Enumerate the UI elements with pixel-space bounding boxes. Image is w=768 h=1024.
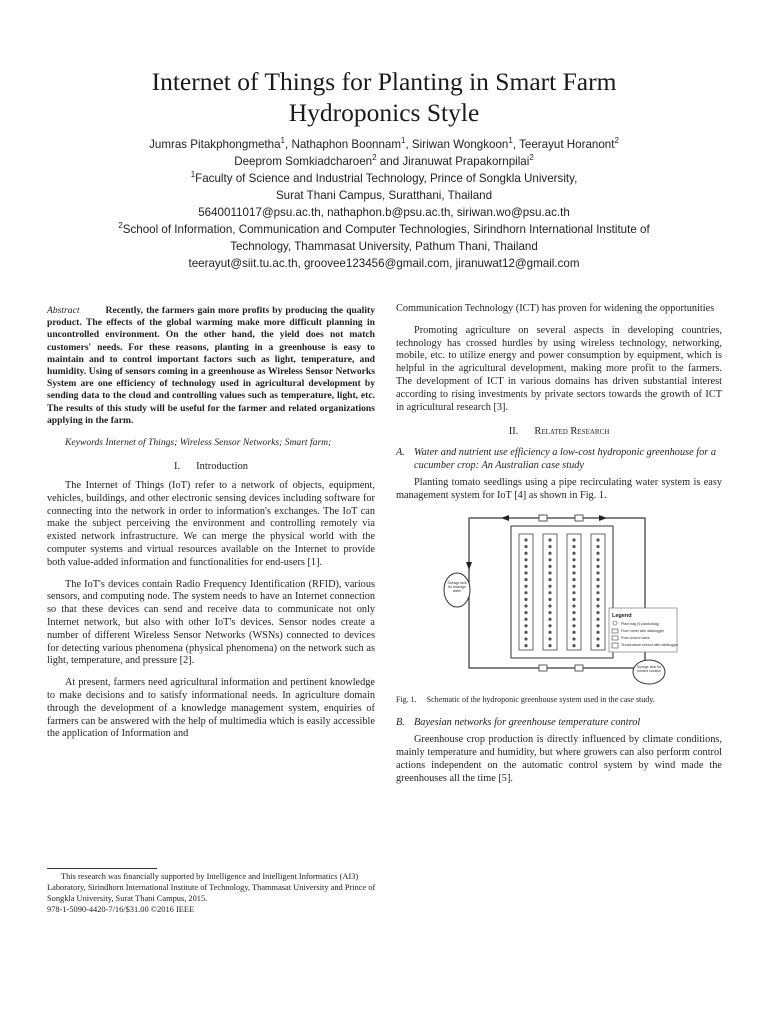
title-line-2: Hydroponics Style (288, 98, 480, 127)
plant-bag-dot (548, 565, 551, 568)
plant-bag-dot (572, 644, 575, 647)
plant-bag-dot (524, 625, 527, 628)
plant-bag-dot (524, 552, 527, 555)
abstract-label: Abstract (47, 305, 80, 316)
flow-meters (539, 515, 583, 671)
section-title: Introduction (196, 461, 249, 473)
plant-bag-dot (548, 585, 551, 588)
section-title: Related Research (534, 426, 610, 438)
plant-bag-dot (572, 572, 575, 575)
plant-bag-dot (596, 559, 599, 562)
section-heading-related-research (396, 426, 722, 439)
plant-bag-dot (572, 592, 575, 595)
plant-bag-dot (596, 565, 599, 568)
plant-bag-dot (548, 572, 551, 575)
plant-bag-dot (548, 598, 551, 601)
plant-bag-dot (548, 631, 551, 634)
plant-bag-dot (524, 545, 527, 548)
plant-bag-dot (596, 625, 599, 628)
plant-bag-dot (596, 598, 599, 601)
plant-bag-dot (524, 598, 527, 601)
copyright-line: 978-1-5090-4420-7/16/$31.00 ©2016 IEEE (47, 905, 195, 915)
plant-bag-dot (548, 644, 551, 647)
author-block (40, 136, 728, 272)
plant-bag-dot (596, 611, 599, 614)
legend-item: Temperature sensor with datalogger (621, 643, 679, 648)
affiliation-1 (40, 170, 728, 187)
subsection-a-text: Planting tomato seedlings using a pipe recirculating water system is easy management system for IoT [4] as shown in Fig. 1. (396, 476, 722, 501)
flow-meter (539, 515, 547, 521)
plant-bag-dot (524, 572, 527, 575)
plant-bag-dot (548, 611, 551, 614)
intro-paragraph-2: The IoT's devices contain Radio Frequency Identification (RFID), various sensors, and computing node. The system needs to have an Internet connection so that these devices can send and receive data to communicate not only Internet network, but also with other IoT's devices. Sensor nodes create a number of different Wireless Sensor Networks (WSNs) connected to devices for detecting various phenomena (physical phenomena) on the network such as light, temperature, and pressure [2]. (47, 578, 375, 667)
affiliation-1-line-2: Surat Thani Campus, Suratthani, Thailand (275, 189, 493, 202)
plant-bag-dot (548, 618, 551, 621)
intro-paragraph-4: Promoting agriculture on several aspects in developing countries, technology has crossed hurdles by using wireless technology, networking, mobile, etc. to utilize energy and power consumption by equipment, which is helpful in the agricultural development, making more profit to the farmers. The development of ICT in various domains has driven substantial interest according to rising investments by private sectors towards the growth of ICT in agricultural research [3]. (396, 324, 722, 413)
paper-title (40, 66, 728, 128)
plant-bag-dot (524, 585, 527, 588)
author-line-2 (40, 153, 728, 170)
author-name: , Teerayut Horanont (512, 138, 615, 151)
plant-bag-dot (572, 545, 575, 548)
drainage-tank-label: Storage tank for drainage water (447, 581, 467, 594)
subsection-b-text: Greenhouse crop production is directly influenced by climate conditions, mainly temperature and humidity, but where growers can also perform control actions independent on the automatic control system by wind made the greenhouses all the time [5]. (396, 734, 722, 784)
section-heading-introduction (47, 461, 375, 474)
plant-bag-dot (596, 545, 599, 548)
plant-bag-dot (524, 644, 527, 647)
plant-bag-dot (596, 585, 599, 588)
plant-bag-dot (524, 578, 527, 581)
author-line-1 (40, 136, 728, 153)
plant-bag-dot (572, 578, 575, 581)
plant-bag-dot (596, 592, 599, 595)
intro-paragraph-3-continued: Communication Technology (ICT) has proven for widening the opportunities (396, 303, 715, 314)
footnote-rule (47, 868, 157, 869)
plant-bag-dot (596, 631, 599, 634)
plant-bag-dot (548, 545, 551, 548)
plant-bag-dot (596, 638, 599, 641)
plant-bags (524, 539, 599, 648)
arrow-left (501, 515, 509, 521)
nutrient-tank-label-wrap (635, 665, 663, 681)
author-name: and Jiranuwat Prapakornpilai (376, 155, 530, 168)
affiliation-2 (40, 221, 728, 238)
emails-1: 5640011017@psu.ac.th, nathaphon.b@psu.ac.th, siriwan.wo@psu.ac.th (198, 206, 570, 219)
affiliation-mark: 1 (190, 170, 196, 180)
plant-bag-dot (524, 539, 527, 542)
abstract-text: Recently, the farmers gain more profits by producing the quality product. The effects of the global warming make more difficult planning in uncontrolled environment. On the other hand, the yield does not match customers' needs. For these reasons, planting in a greenhouse is easy to maintain and to control important factors such as light, temperature, and humidity. Using of sensors coming in a greenhouse as Wireless Sensor Networks System are one efficiency of technology used in agricultural development by sending data to the cloud and controlling values such as temperature, light, etc. The results of this study will be useful for the farmer and related organizations applying in the farm. (47, 305, 375, 426)
subsection-title: Bayesian networks for greenhouse temperature control (414, 717, 641, 729)
flow-meter (539, 665, 547, 671)
plant-bag-dot (548, 578, 551, 581)
plant-bag-dot (572, 565, 575, 568)
subsection-letter: B. (396, 717, 405, 729)
plant-bag-dot (524, 618, 527, 621)
author-name: , Siriwan Wongkoon (405, 138, 509, 151)
plant-bag-dot (572, 611, 575, 614)
arrow-right (599, 515, 607, 521)
left-column (47, 305, 375, 741)
plant-bag-dot (596, 539, 599, 542)
affiliation-mark: 2 (614, 136, 619, 146)
plant-bag-dot (548, 552, 551, 555)
plant-bag-dot (572, 638, 575, 641)
author-name: , Nathaphon Boonnam (285, 138, 402, 151)
abstract (47, 305, 375, 427)
affiliation-text: School of Information, Communication and Computer Technologies, Sirindhorn International Institute of (122, 223, 650, 236)
plant-bag-dot (548, 638, 551, 641)
plant-bag-dot (596, 578, 599, 581)
affiliation-mark: 2 (372, 153, 377, 163)
plant-bag-dot (596, 644, 599, 647)
affiliation-mark: 2 (118, 221, 123, 231)
plant-bag-dot (548, 539, 551, 542)
keywords: Keywords Internet of Things; Wireless Sensor Networks; Smart farm; (65, 437, 332, 449)
plant-bag-dot (572, 598, 575, 601)
figure-caption-text: Schematic of the hydroponic greenhouse system used in the case study. (426, 695, 655, 705)
legend-title: Legend (612, 613, 632, 620)
intro-paragraph-3: At present, farmers need agricultural information and pertinent knowledge to make decisions and to satisfy informational needs. In agriculture domain through the development of a knowledge management system, enquiries of farmers can be answered with the help of multimedia which is easily accessible the application of Information and (47, 677, 375, 740)
emails-2: teerayut@siit.tu.ac.th, groovee123456@gmail.com, jiranuwat12@gmail.com (188, 257, 580, 270)
plant-bag-dot (572, 631, 575, 634)
plant-bag-dot (572, 585, 575, 588)
subsection-a-heading (396, 447, 722, 473)
section-number: II. (508, 426, 519, 438)
plant-bag-dot (524, 592, 527, 595)
subsection-b-heading (396, 717, 722, 730)
plant-bag-dot (596, 572, 599, 575)
affiliation-text: Faculty of Science and Industrial Technology, Prince of Songkla University, (195, 172, 578, 185)
plant-bag-dot (524, 605, 527, 608)
section-number: I. (173, 461, 181, 473)
subsection-letter: A. (396, 447, 405, 459)
figure-label: Fig. 1. (396, 695, 417, 705)
subsection-title: Water and nutrient use efficiency a low-cost hydroponic greenhouse for a cucumber crop: An Australian case study (414, 447, 716, 471)
plant-bag-dot (572, 552, 575, 555)
drainage-tank-label-wrap (445, 581, 469, 601)
right-column (396, 303, 722, 785)
plant-bag-dot (524, 631, 527, 634)
plant-bag-dot (524, 611, 527, 614)
plant-bag-dot (548, 592, 551, 595)
affiliation-2-line-2: Technology, Thammasat University, Pathum Thani, Thailand (230, 240, 538, 253)
growing-channels (519, 534, 605, 650)
intro-paragraph-1: The Internet of Things (IoT) refer to a network of objects, equipment, vehicles, buildings, and other electronic sensing devices including software for connecting into the network in order to information's exchanges. The IoT can make the subject perceiving the environment and controlling remotely via existed network infrastructure. We can merge the physical world with the computer systems and virtual resources available on the Internet to provide both value-added information and functionalities for end-users [1]. (47, 480, 375, 568)
legend-item: Flow control valve (621, 636, 650, 641)
plant-bag-dot (548, 559, 551, 562)
figure-1-caption (396, 695, 722, 705)
footnote (47, 872, 377, 916)
author-name: Jumras Pitakphongmetha (149, 138, 281, 151)
plant-bag-dot (572, 559, 575, 562)
affiliation-mark: 1 (401, 136, 406, 146)
plant-bag-dot (524, 638, 527, 641)
plant-bag-dot (572, 605, 575, 608)
affiliation-mark: 1 (280, 136, 285, 146)
legend-item: Plant bag (6 plants/bag) (621, 622, 660, 627)
flow-meter (575, 665, 583, 671)
flow-meter (575, 515, 583, 521)
plant-bag-dot (548, 625, 551, 628)
title-line-1: Internet of Things for Planting in Smart Farm (151, 67, 617, 96)
footnote-text: This research was financially supported by Intelligence and Intelligent Informatics (AI3) Laboratory, Sirindhorn International Institute of Technology, Thammasat University and Prince of Songkla University, Surat Thani Campus, 2015. (47, 872, 376, 903)
affiliation-mark: 2 (529, 153, 534, 163)
plant-bag-dot (572, 539, 575, 542)
plant-bag-dot (596, 552, 599, 555)
figure-1-schematic (439, 512, 679, 687)
plant-bag-dot (524, 565, 527, 568)
legend-item: Flow meter with datalogger (621, 629, 665, 634)
plant-bag-dot (572, 625, 575, 628)
plant-bag-dot (548, 605, 551, 608)
plant-bag-dot (596, 605, 599, 608)
author-name: Deeprom Somkiadcharoen (234, 155, 373, 168)
nutrient-tank-label: Storage tank for nutrient solution (636, 665, 662, 674)
greenhouse-schematic-diagram (439, 512, 679, 687)
plant-bag-dot (596, 618, 599, 621)
affiliation-mark: 1 (508, 136, 513, 146)
arrow-down (466, 562, 472, 570)
plant-bag-dot (572, 618, 575, 621)
plant-bag-dot (524, 559, 527, 562)
